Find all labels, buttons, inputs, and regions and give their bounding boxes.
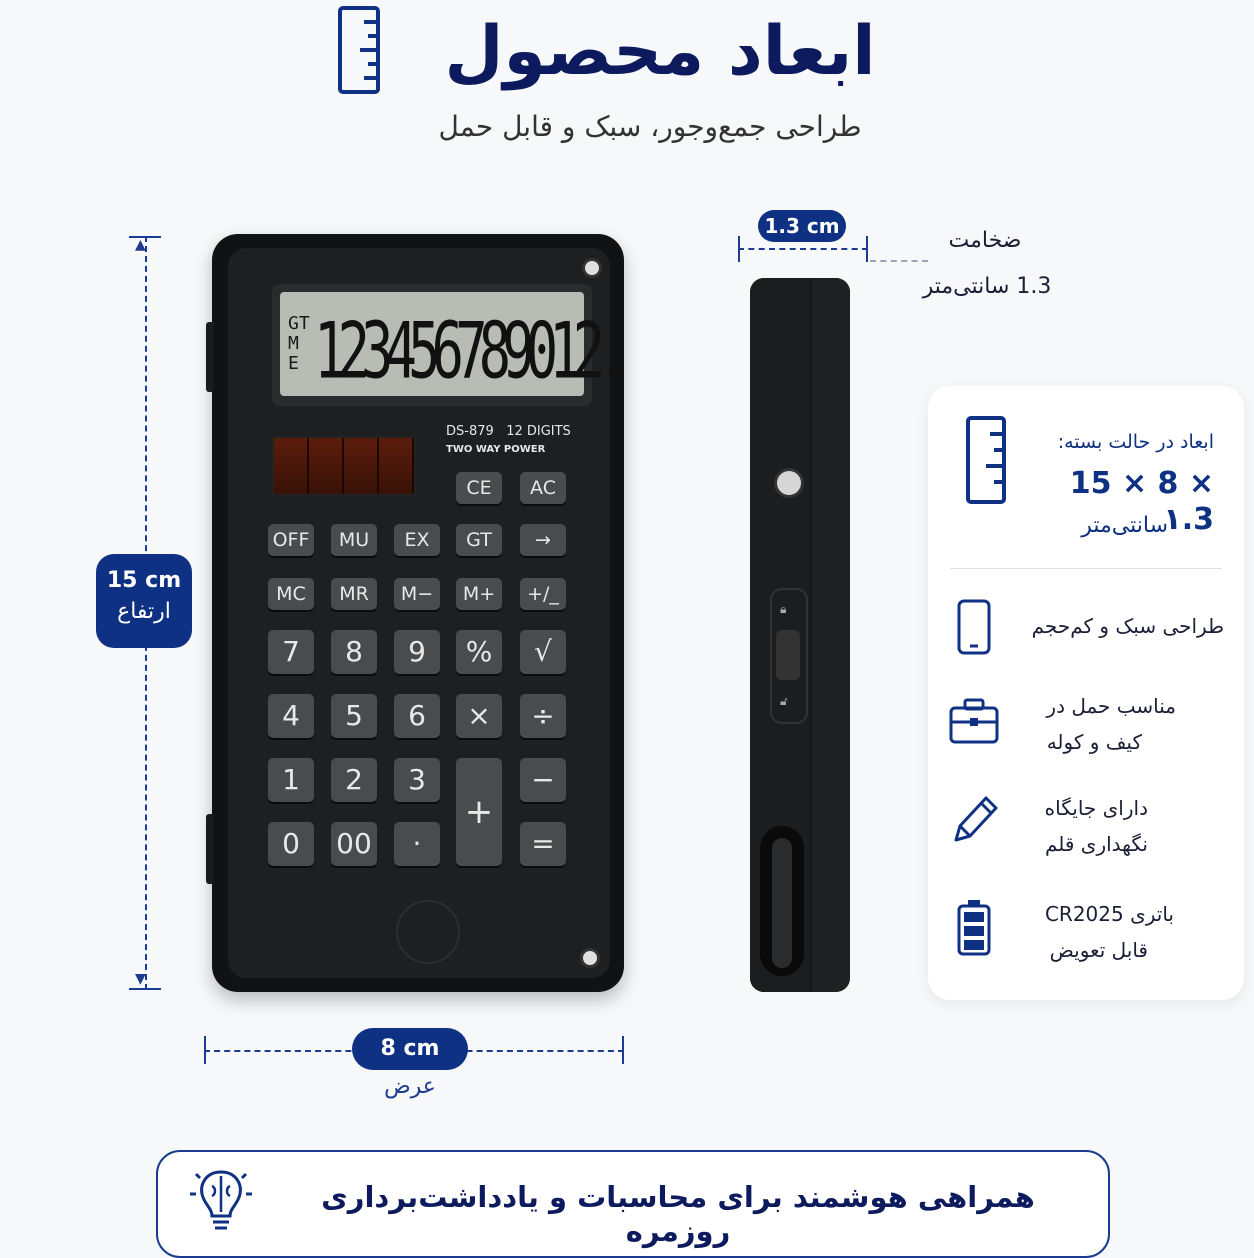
feature-text: دارای جایگاه — [1044, 796, 1148, 820]
lock-switch[interactable] — [770, 588, 808, 724]
power-label: TWO WAY POWER — [446, 444, 546, 455]
key-9[interactable]: 9 — [394, 630, 440, 674]
lcd-digits: 123456789012. — [314, 306, 620, 397]
digits-label: 12 DIGITS — [506, 424, 571, 439]
phone-icon — [956, 598, 992, 656]
screw — [580, 948, 600, 968]
lcd-flags — [288, 314, 308, 374]
key-2[interactable]: 2 — [331, 758, 377, 802]
closed-dimensions-unit: سانتی‌متر — [1081, 513, 1168, 538]
key-ex[interactable]: EX — [394, 524, 440, 556]
key-m-minus[interactable]: M− — [394, 578, 440, 610]
closed-dimensions-value: 15 × 8 × ۱.3 — [1069, 466, 1214, 537]
feature-text: کیف و کوله — [1046, 730, 1142, 754]
unlock-icon: 🔓︎ — [780, 694, 788, 708]
key-6[interactable]: 6 — [394, 694, 440, 738]
calculator-body — [228, 248, 620, 978]
height-value: 15 cm — [106, 568, 182, 593]
height-badge — [96, 554, 192, 648]
ruler-icon — [338, 6, 380, 94]
key-mu[interactable]: MU — [331, 524, 377, 556]
bottom-banner — [156, 1150, 1110, 1258]
key-minus[interactable]: − — [520, 758, 566, 802]
feature-text: نگهداری قلم — [1044, 832, 1148, 856]
model-number: DS-879 — [446, 424, 494, 439]
key-ac[interactable]: AC — [520, 472, 566, 504]
brain-bulb-icon — [186, 1164, 256, 1238]
side-screw — [774, 468, 804, 498]
side-hinge — [206, 322, 214, 392]
thickness-leader-line — [870, 260, 928, 262]
height-label: ارتفاع — [117, 599, 171, 624]
battery-icon — [956, 898, 992, 958]
switch-knob — [776, 630, 800, 680]
solar-panel — [272, 436, 416, 496]
key-backspace[interactable]: → — [520, 524, 566, 556]
info-card — [928, 386, 1244, 1000]
model-label — [446, 424, 571, 439]
stylus-pen[interactable] — [772, 838, 792, 968]
key-mc[interactable]: MC — [268, 578, 314, 610]
side-panel-left — [750, 278, 810, 992]
key-percent[interactable]: % — [456, 630, 502, 674]
key-0[interactable]: 0 — [268, 822, 314, 866]
thickness-dimension-line — [738, 248, 868, 250]
briefcase-icon — [948, 696, 1000, 746]
key-8[interactable]: 8 — [331, 630, 377, 674]
key-divide[interactable]: ÷ — [520, 694, 566, 738]
key-sqrt[interactable]: √ — [520, 630, 566, 674]
key-multiply[interactable]: × — [456, 694, 502, 738]
key-ce[interactable]: CE — [456, 472, 502, 504]
pen-slot — [760, 826, 804, 976]
page-title: ابعاد محصول — [444, 12, 876, 91]
thickness-badge: 1.3 cm — [758, 210, 846, 242]
key-sign[interactable]: +/_ — [520, 578, 566, 610]
key-1[interactable]: 1 — [268, 758, 314, 802]
lcd-display — [280, 292, 620, 397]
key-mr[interactable]: MR — [331, 578, 377, 610]
key-5[interactable]: 5 — [331, 694, 377, 738]
width-badge: 8 cm — [352, 1028, 468, 1070]
divider — [950, 568, 1222, 569]
ruler-icon — [966, 416, 1006, 504]
thickness-label: ضخامت — [948, 228, 1022, 253]
calculator-front — [212, 234, 624, 992]
key-3[interactable]: 3 — [394, 758, 440, 802]
lcd-flag: GT — [288, 313, 310, 334]
key-7[interactable]: 7 — [268, 630, 314, 674]
page-subtitle: طراحی جمع‌وجور، سبک و قابل حمل — [438, 110, 862, 143]
calculator-side-view — [750, 278, 850, 992]
key-4[interactable]: 4 — [268, 694, 314, 738]
key-plus[interactable]: + — [456, 758, 502, 866]
lock-icon: 🔒︎ — [780, 602, 787, 616]
thickness-desc: 1.3 سانتی‌متر — [922, 274, 1052, 299]
feature-text: مناسب حمل در — [1046, 694, 1176, 718]
key-off[interactable]: OFF — [268, 524, 314, 556]
lcd-frame — [272, 284, 620, 406]
key-m-plus[interactable]: M+ — [456, 578, 502, 610]
pen-dock-circle — [396, 900, 460, 964]
key-00[interactable]: 00 — [331, 822, 377, 866]
key-equals[interactable]: = — [520, 822, 566, 866]
closed-dimensions-title: ابعاد در حالت بسته: — [1057, 431, 1214, 453]
feature-text: قابل تعویض — [1049, 938, 1148, 962]
feature-text: باتری CR2025 — [1044, 902, 1174, 926]
height-dimension-line: ▲ ▼ — [145, 236, 147, 990]
pencil-icon — [948, 792, 1000, 848]
banner-text: همراهی هوشمند برای محاسبات و یادداشت‌برداری روزمره — [321, 1180, 1035, 1248]
key-gt[interactable]: GT — [456, 524, 502, 556]
width-label: عرض — [384, 1074, 436, 1099]
screw — [582, 258, 602, 278]
key-decimal[interactable]: · — [394, 822, 440, 866]
feature-text: طراحی سبک و کم‌حجم — [1031, 614, 1224, 638]
lcd-flag: E — [288, 353, 299, 374]
side-panel-right — [812, 278, 850, 992]
lcd-flag: M — [288, 333, 299, 354]
side-hinge — [206, 814, 214, 884]
